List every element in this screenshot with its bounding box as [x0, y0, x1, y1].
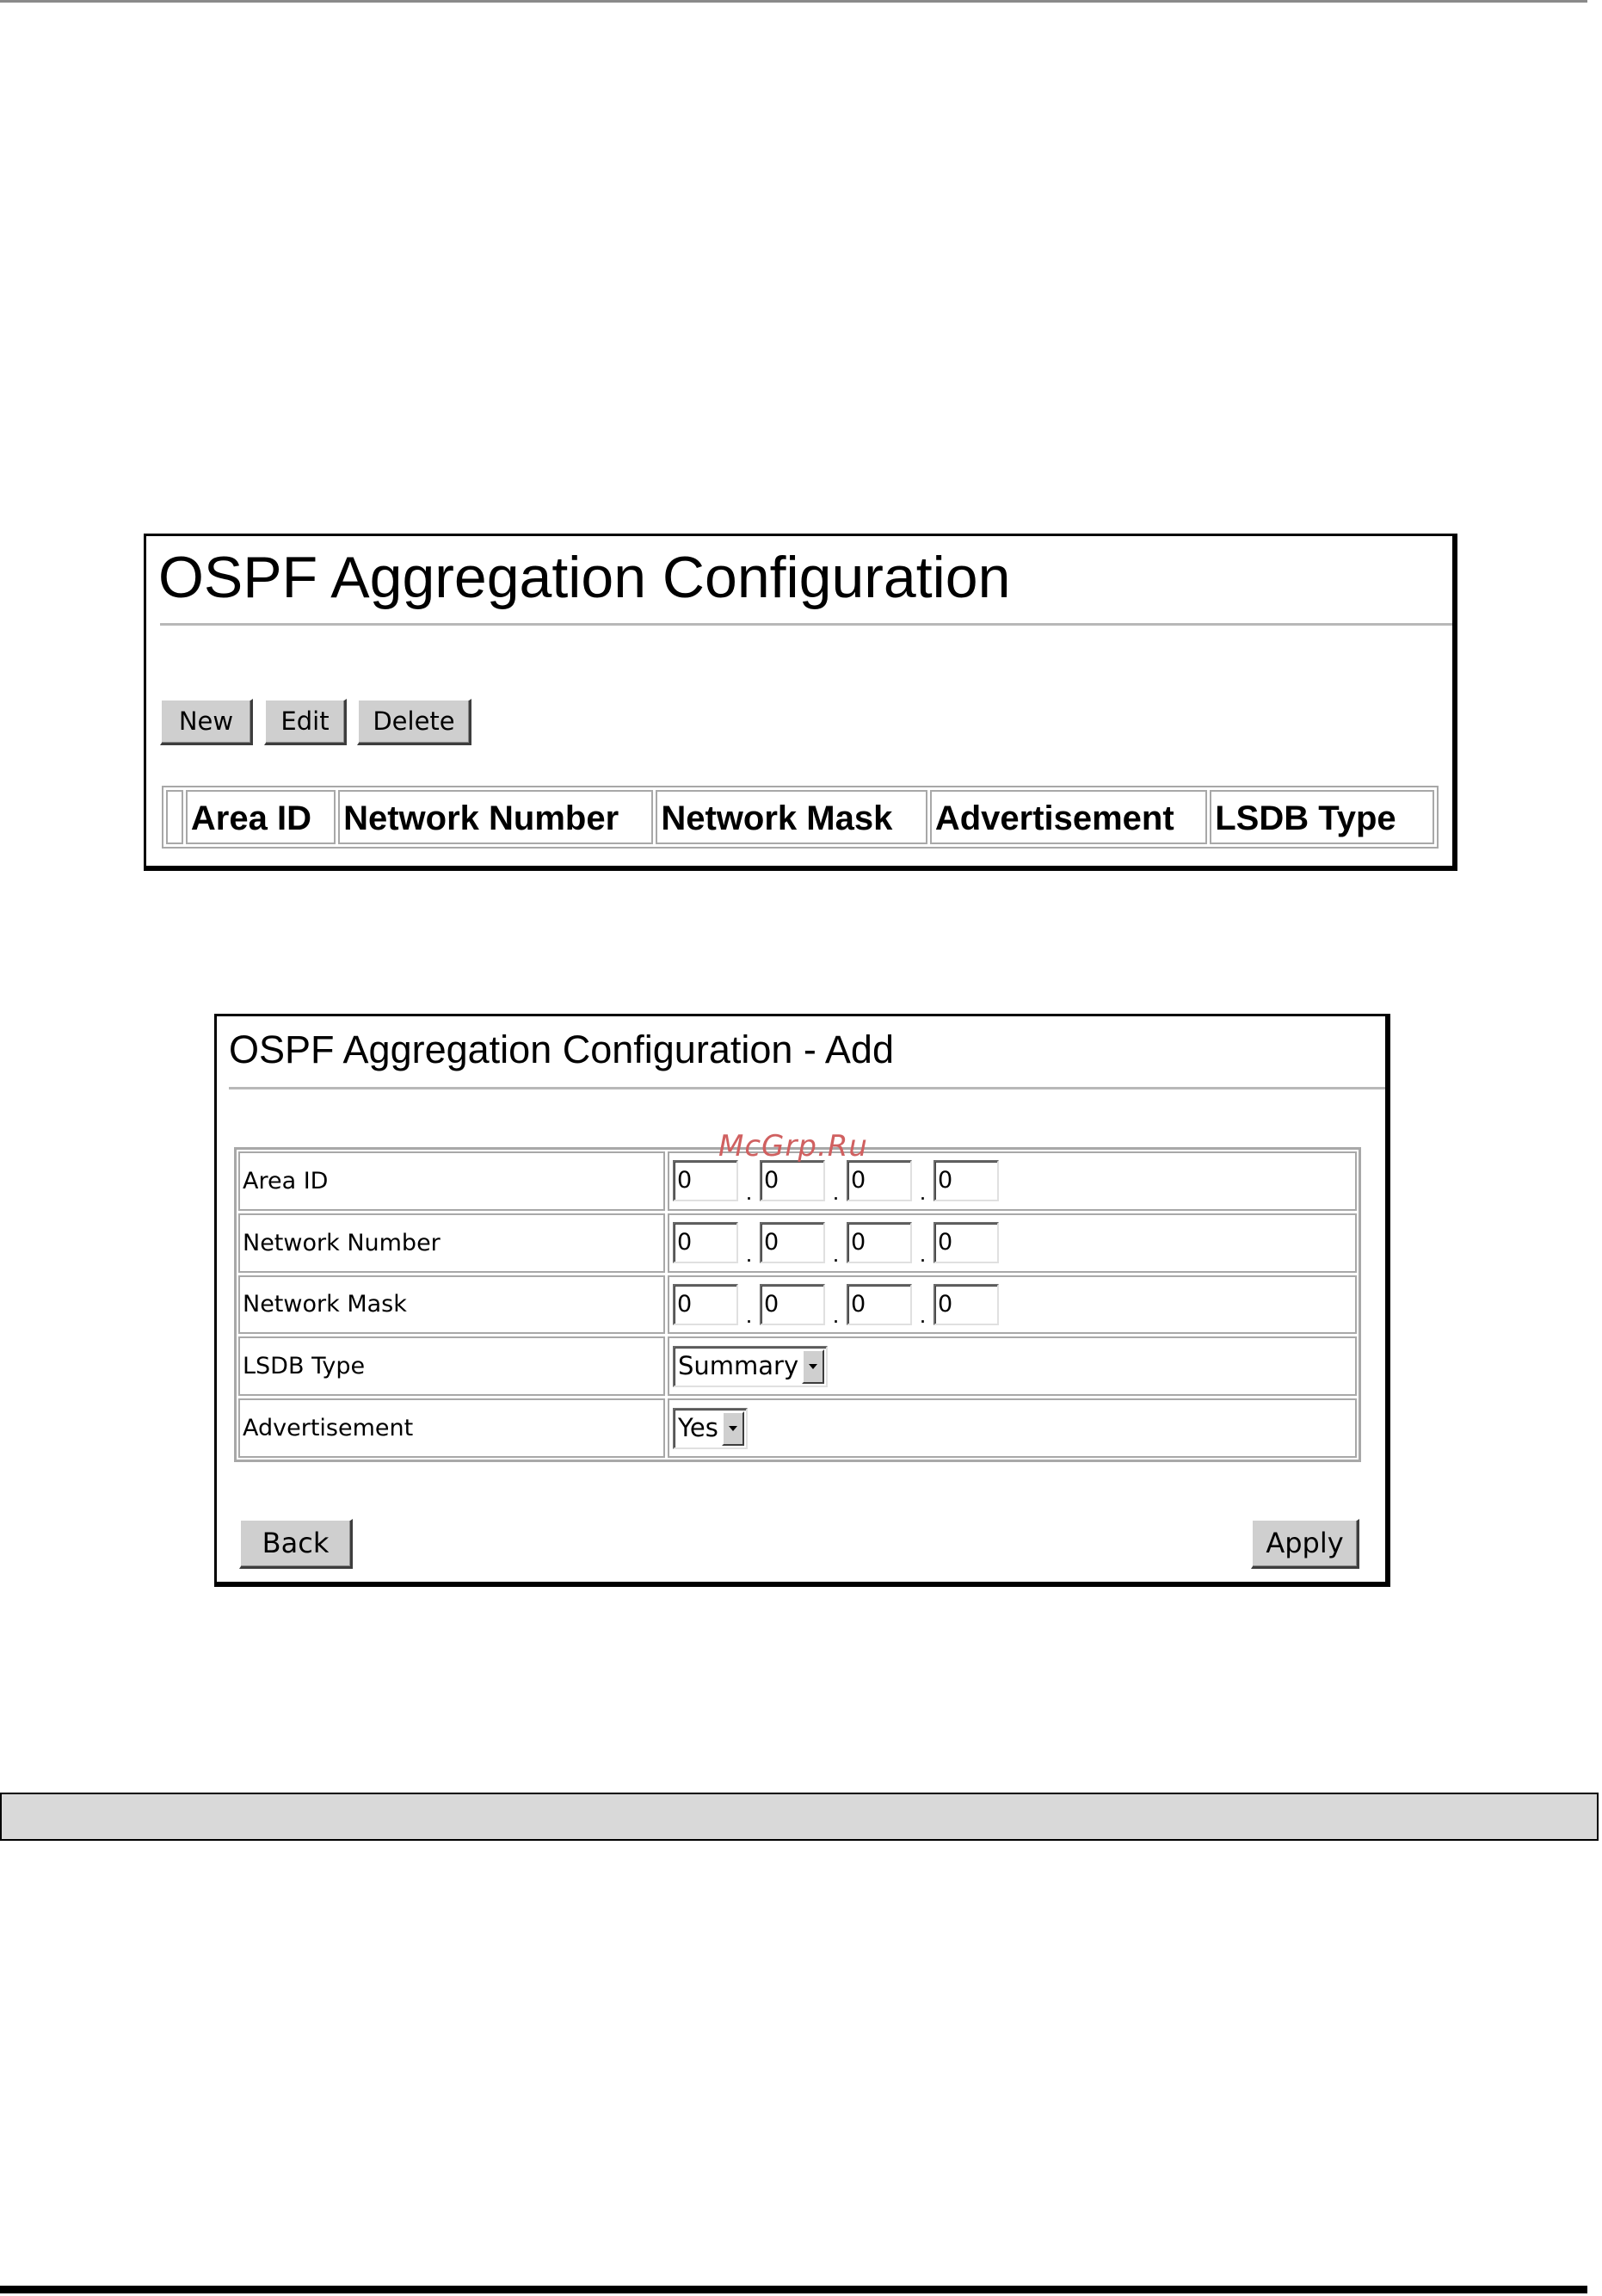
area-id-octet-4[interactable]: 0 — [933, 1160, 999, 1201]
network-number-octet-2[interactable]: 0 — [760, 1222, 825, 1263]
lsdb-type-select[interactable] — [673, 1346, 828, 1387]
dropdown-arrow-icon[interactable] — [802, 1349, 824, 1384]
form-row-advertisement — [238, 1398, 1357, 1458]
network-number-value — [668, 1213, 1357, 1273]
ip-dot: . — [832, 1240, 840, 1267]
form-row-area-id — [238, 1151, 1357, 1211]
form-row-lsdb-type — [238, 1336, 1357, 1396]
back-button[interactable]: Back — [239, 1519, 353, 1569]
network-number-octet-3[interactable]: 0 — [847, 1222, 912, 1263]
advertisement-value — [668, 1398, 1357, 1458]
add-form-table — [234, 1147, 1361, 1462]
page-title: OSPF Aggregation Configuration — [158, 545, 1011, 610]
advertisement-selected-value: Yes — [678, 1412, 718, 1442]
ip-dot: . — [919, 1178, 927, 1205]
bottom-rule — [0, 2286, 1587, 2293]
edit-button[interactable]: Edit — [264, 699, 347, 745]
network-number-octet-4[interactable]: 0 — [933, 1222, 999, 1263]
new-button[interactable]: New — [160, 699, 253, 745]
area-id-value — [668, 1151, 1357, 1211]
ospf-aggregation-list-panel — [144, 534, 1457, 871]
dropdown-arrow-icon[interactable] — [722, 1411, 744, 1446]
apply-button[interactable]: Apply — [1251, 1519, 1359, 1569]
column-header-network-mask: Network Mask — [656, 790, 927, 844]
ip-dot: . — [832, 1302, 840, 1329]
network-number-label: Network Number — [238, 1213, 665, 1273]
lsdb-type-selected-value: Summary — [678, 1350, 799, 1380]
top-rule — [0, 0, 1587, 3]
title-divider — [160, 623, 1452, 626]
network-mask-octet-2[interactable]: 0 — [760, 1284, 825, 1325]
area-id-label: Area ID — [238, 1151, 665, 1211]
watermark: McGrp.Ru — [718, 1129, 868, 1163]
network-mask-octet-3[interactable]: 0 — [847, 1284, 912, 1325]
ip-dot: . — [919, 1240, 927, 1267]
form-row-network-number — [238, 1213, 1357, 1273]
title-divider-add — [229, 1087, 1385, 1089]
column-header-area-id: Area ID — [186, 790, 336, 844]
ip-dot: . — [745, 1240, 753, 1267]
select-column-header — [166, 790, 183, 844]
network-number-octet-1[interactable]: 0 — [673, 1222, 738, 1263]
network-mask-octet-1[interactable]: 0 — [673, 1284, 738, 1325]
column-header-advertisement: Advertisement — [930, 790, 1207, 844]
ip-dot: . — [745, 1302, 753, 1329]
lsdb-type-label: LSDB Type — [238, 1336, 665, 1396]
area-id-octet-2[interactable]: 0 — [760, 1160, 825, 1201]
area-id-octet-3[interactable]: 0 — [847, 1160, 912, 1201]
advertisement-label: Advertisement — [238, 1398, 665, 1458]
page-title-add: OSPF Aggregation Configuration - Add — [229, 1028, 894, 1071]
network-mask-octet-4[interactable]: 0 — [933, 1284, 999, 1325]
table-header-row — [162, 786, 1439, 849]
ip-dot: . — [919, 1302, 927, 1329]
ip-dot: . — [745, 1178, 753, 1205]
ip-dot: . — [832, 1178, 840, 1205]
network-mask-value — [668, 1275, 1357, 1335]
gray-caption-bar — [0, 1793, 1599, 1841]
area-id-octet-1[interactable]: 0 — [673, 1160, 738, 1201]
lsdb-type-value — [668, 1336, 1357, 1396]
column-header-lsdb-type: LSDB Type — [1210, 790, 1434, 844]
network-mask-label: Network Mask — [238, 1275, 665, 1335]
form-row-network-mask — [238, 1275, 1357, 1335]
advertisement-select[interactable] — [673, 1408, 748, 1449]
delete-button[interactable]: Delete — [357, 699, 471, 745]
ospf-aggregation-add-panel — [214, 1014, 1390, 1587]
column-header-network-number: Network Number — [338, 790, 653, 844]
